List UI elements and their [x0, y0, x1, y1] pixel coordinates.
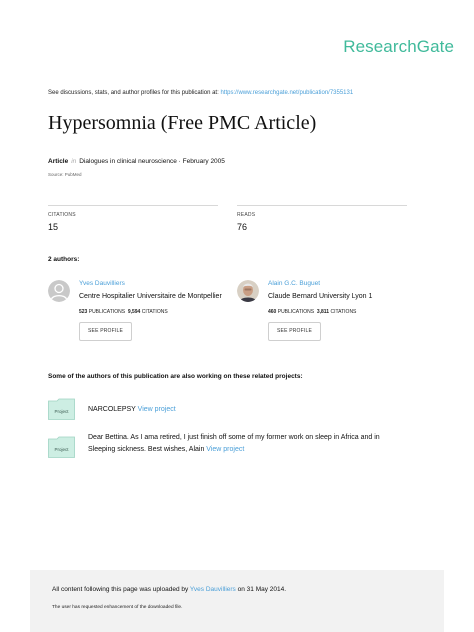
- author-institution: Claude Bernard University Lyon 1: [268, 293, 373, 300]
- reads-divider: [237, 205, 407, 206]
- citations-label: CITATIONS: [48, 212, 76, 218]
- reads-label: READS: [237, 212, 256, 218]
- see-profile-button[interactable]: SEE PROFILE: [79, 322, 132, 341]
- page-title: Hypersomnia (Free PMC Article): [48, 112, 317, 134]
- author-stats: [268, 309, 356, 315]
- author-avatar-photo[interactable]: [237, 280, 259, 302]
- discussion-line: [48, 90, 353, 96]
- author-name-link[interactable]: Alain G.C. Buguet: [268, 280, 321, 287]
- author-avatar-placeholder[interactable]: [48, 280, 70, 302]
- upload-suffix: on 31 May 2014.: [235, 586, 287, 593]
- meta-separator: in: [71, 158, 77, 165]
- citations-divider: [48, 205, 218, 206]
- citations-value: 15: [48, 222, 59, 232]
- authors-heading: 2 authors:: [48, 256, 80, 263]
- project-icon-label: Project: [54, 409, 69, 414]
- author-name-link[interactable]: Yves Dauvilliers: [79, 280, 125, 287]
- user-silhouette-icon: [48, 280, 70, 302]
- publication-type: Article: [48, 158, 69, 165]
- projects-heading: Some of the authors of this publication are also working on these related projects:: [48, 373, 303, 380]
- author-stats: [79, 309, 168, 315]
- upload-prefix: All content following this page was uploaded by: [52, 586, 190, 593]
- publication-venue: Dialogues in clinical neuroscience · February 2005: [79, 158, 225, 165]
- project-description-line: Dear Bettina. As I ama retired, I just finish off some of my former work on sleep in Africa and in: [88, 434, 380, 441]
- reads-value: 76: [237, 222, 248, 232]
- author-citations-label: CITATIONS: [141, 309, 168, 315]
- author-publications-count: 523: [79, 309, 88, 315]
- project-folder-icon[interactable]: [48, 436, 75, 458]
- view-project-link[interactable]: View project: [137, 406, 176, 413]
- uploader-link[interactable]: Yves Dauvilliers: [189, 586, 236, 593]
- publication-meta: [48, 158, 225, 165]
- author-photo-icon: [237, 280, 259, 302]
- view-project-link[interactable]: View project: [206, 446, 245, 453]
- project-item: [88, 404, 176, 416]
- project-folder-icon[interactable]: [48, 398, 75, 420]
- project-title: NARCOLEPSY: [88, 406, 138, 413]
- enhancement-note: The user has requested enhancement of the downloaded file.: [52, 605, 183, 610]
- author-institution: Centre Hospitalier Universitaire de Montpellier: [79, 293, 222, 300]
- researchgate-logo[interactable]: ResearchGate: [343, 37, 454, 56]
- publication-source: Source: PubMed: [48, 172, 82, 177]
- footer-panel: [30, 570, 444, 632]
- upload-notice: [52, 586, 286, 593]
- see-profile-button[interactable]: SEE PROFILE: [268, 322, 321, 341]
- discussion-text: See discussions, stats, and author profiles for this publication at:: [48, 90, 221, 96]
- publication-link[interactable]: https://www.researchgate.net/publication/7355131: [220, 90, 354, 96]
- author-citations-count: 9,594: [127, 309, 141, 315]
- project-icon-label: Project: [54, 447, 69, 452]
- author-citations-label: CITATIONS: [330, 309, 357, 315]
- author-citations-count: 3,811: [316, 309, 330, 315]
- author-publications-label: PUBLICATIONS: [88, 309, 126, 315]
- project-description-line: Sleeping sickness. Best wishes, Alain: [88, 446, 207, 453]
- project-item: [88, 432, 380, 456]
- author-publications-label: PUBLICATIONS: [277, 309, 315, 315]
- author-publications-count: 460: [268, 309, 277, 315]
